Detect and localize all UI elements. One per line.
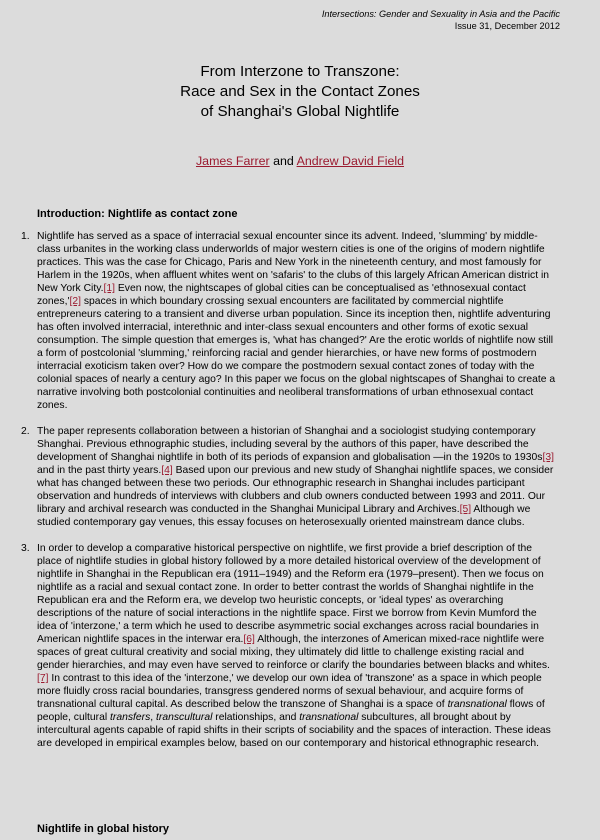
paragraph-text: flows of people, cultural <box>37 699 545 723</box>
paragraph-number: 1. <box>21 231 30 242</box>
paper-title <box>0 62 600 122</box>
footnote-link-6[interactable]: [6] <box>243 634 255 645</box>
paragraph-1 <box>0 230 557 412</box>
paragraph-text: subcultures, all brought about by intercultural agents capable of rapid shifts in their scripts of sociability and the spaces of interaction. These ideas are developed in empirical examples below, based on our contemporary and historical ethnographic research. <box>37 712 551 749</box>
italic-term: transcultural <box>156 712 213 723</box>
journal-name: Intersections: Gender and Sexuality in Asia and the Pacific <box>321 9 560 19</box>
paragraph-number: 3. <box>21 543 30 554</box>
paragraph-text: and in the past thirty years. <box>37 465 162 476</box>
paragraph-text: In order to develop a comparative historical perspective on nightlife, we first provide a brief description of the place of nightlife studies in global history followed by a more detailed historical overview of the development of nightlife in Shanghai in the Republican era (1911–1949) and the Reform era (1979–present). Then we focus on nightlife as a racial and sexual contact zone. In order to better contrast the worlds of Shanghai nightlife in the Republican era and the Reform era, we develop two heuristic concepts, or 'ideal types' as overarching descriptions of the nature of social interactions in the nightlife space. First we borrow from Kevin Mumford the idea of 'interzone,' a term which he used to describe asymmetric social exchanges across racial boundaries in American nightlife spaces in the interwar era. <box>37 543 544 645</box>
journal-header <box>322 8 560 32</box>
footnote-link-1[interactable]: [1] <box>103 283 116 294</box>
paragraph-text: The paper represents collaboration between a historian of Shanghai and a sociologist studying contemporary Shanghai. Previous ethnographic studies, including several by the authors of this paper, have described the development of Shanghai nightlife in both of its periods of expansion and globalisation —in the 1920s to 1930s <box>37 426 543 463</box>
paragraph-number: 2. <box>21 426 30 437</box>
footnote-link-7[interactable]: [7] <box>37 673 49 684</box>
italic-term: transnational <box>299 712 359 723</box>
paragraph-text: Nightlife has served as a space of interracial sexual encounter since its advent. Indeed, 'slumming' by middle-class urbanites in the working class underworlds of major western cities is one of the origins of modern nightlife practices. This was the case for Chicago, Paris and New York in the nineteenth century, and most famously for Harlem in the 1920s, when affluent whites went on 'safaris' to the clubs of this largely African American district in New York City. <box>37 231 550 294</box>
paragraph-text: Although, the interzones of American mixed-race nightlife were spaces of great cultural creativity and social mixing, they ultimately did little to challenge existing racial and gender hierarchies, and may even have served to reinforce or clarify the boundaries between blacks and whites. <box>37 634 550 671</box>
paragraph-2 <box>0 425 557 529</box>
footnote-link-2[interactable]: [2] <box>69 296 81 307</box>
paragraph-list <box>0 230 600 763</box>
paragraph-text: Even now, the nightscapes of global cities can be conceptualised as 'ethnosexual contact zones,' <box>37 283 526 307</box>
paragraph-text: In contrast to this idea of the 'interzone,' we develop our own idea of 'transzone' as a space in which people more fluidly cross racial boundaries, transgress gendered norms of sexual behaviour, and acquire forms of transnational cultural capital. As described below the transzone of Shanghai is a space of <box>37 673 542 710</box>
paragraph-text: spaces in which boundary crossing sexual encounters are facilitated by commercial nightlife entrepreneurs catering to a transient and diverse urban population. Since its inception then, nightlife adventuring has often involved interracial, interethnic and inter-class sexual encounters and other forms of exotic sexual consumption. The simple question that emerges is, 'what has changed?' Are the erotic worlds of nightlife now still a form of postcolonial 'slumming,' reinforcing racial and gender hierarchies, or have new forms of postmodern interracial exoticism taken over? How do we compare the postmodern sexual contact zones of today with the colonial spaces of nearly a century ago? In this paper we focus on the global nightscapes of Shanghai to create a narrative involving both postcolonial continuities and neoliberal transformations of urban ethnosexual contact zones. <box>37 296 556 411</box>
section-heading-global-history: Nightlife in global history <box>37 823 169 835</box>
author-link-andrew-david-field[interactable]: Andrew David Field <box>296 154 404 168</box>
paragraph-text: relationships, and <box>212 712 300 723</box>
paragraph-text: Based upon our previous and new study of Shanghai nightlife spaces, we consider what has changed between these two periods. Our ethnographic research in Shanghai includes participant observation and hundreds of interviews with clubbers and club owners conducted between 1993 and 2011. Our library and archival research was conducted in the Shanghai Municipal Library and Archives. <box>37 465 554 515</box>
footnote-link-3[interactable]: [3] <box>542 452 554 463</box>
issue-info: Issue 31, December 2012 <box>454 21 560 31</box>
section-heading-intro: Introduction: Nightlife as contact zone <box>37 208 238 220</box>
author-line <box>0 154 600 168</box>
italic-term: transfers <box>110 712 151 723</box>
author-conjunction: and <box>273 154 294 168</box>
title-line-2: Race and Sex in the Contact Zones <box>180 83 420 100</box>
author-link-james-farrer[interactable]: James Farrer <box>195 154 270 168</box>
paragraph-text: Although we studied contemporary gay venues, this essay focuses on heterosexually oriented mainstream dance clubs. <box>37 504 531 528</box>
footnote-link-4[interactable]: [4] <box>161 465 173 476</box>
footnote-link-5[interactable]: [5] <box>459 504 472 515</box>
italic-term: transnational <box>447 699 507 710</box>
title-line-3: of Shanghai's Global Nightlife <box>200 103 400 120</box>
paragraph-text: , <box>150 712 157 723</box>
paragraph-3 <box>0 542 557 750</box>
title-line-1: From Interzone to Transzone: <box>200 63 400 80</box>
